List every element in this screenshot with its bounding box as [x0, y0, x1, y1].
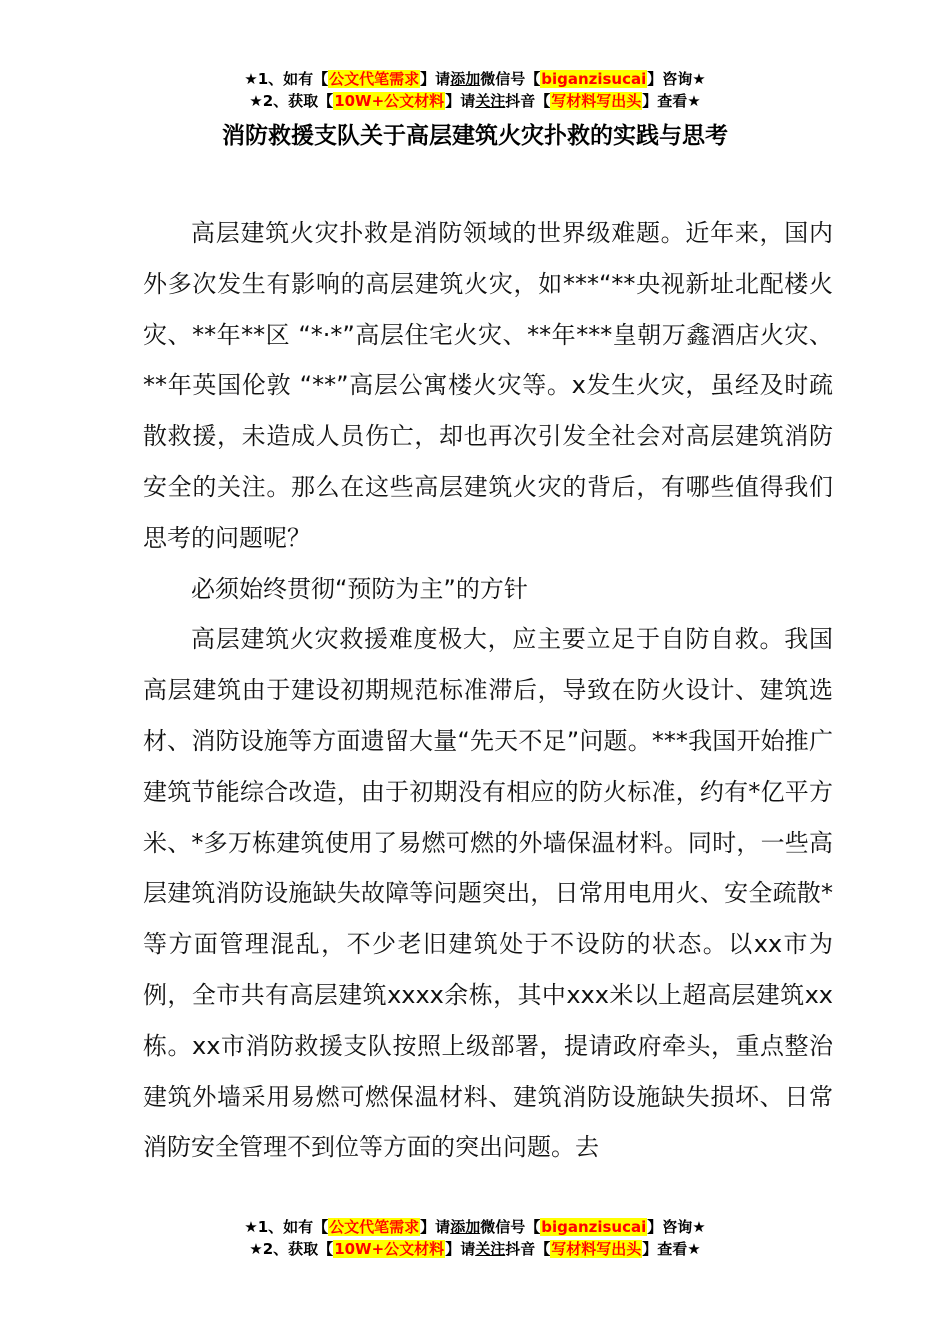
promo-line-1-highlight-wechat: biganzisucai — [541, 1218, 647, 1236]
promo-line-1 — [0, 68, 950, 90]
promo-line-1-mid2: 微信号【 — [480, 1218, 541, 1236]
promo-line-1-mid: 】请 — [420, 70, 451, 88]
promo-line-1-highlight-wechat: biganzisucai — [541, 70, 647, 88]
promo-line-1-suffix: 】咨询★ — [647, 70, 706, 88]
paragraph-prevention: 高层建筑火灾救援难度极大，应主要立足于自防自救。我国高层建筑由于建设初期规范标准滞后，导致在防火设计、建筑选材、消防设施等方面遗留大量“先天不足”问题。***我国开始推广建筑节能综合改造，由于初期没有相应的防火标准，约有*亿平方米、*多万栋建筑使用了易燃可燃的外墙保温材料。同时，一些高层建筑消防设施缺失故障等问题突出，日常用电用火、安全疏散*等方面管理混乱，不少老旧建筑处于不设防的状态。以xx市为例，全市共有高层建筑xxxx余栋，其中xxx米以上超高层建筑xx栋。xx市消防救援支队按照上级部署，提请政府牵头，重点整治建筑外墙采用易燃可燃保温材料、建筑消防设施缺失损坏、日常消防安全管理不到位等方面的突出问题。去 — [143, 625, 833, 1162]
promo-line-2-highlight-materials: 10W+公文材料 — [334, 92, 445, 110]
promo-line-2-mid: 】请 — [445, 1240, 476, 1258]
promo-line-1-underlined: 添加 — [450, 1218, 481, 1236]
promo-line-2-highlight-douyin: 写材料写出头 — [551, 92, 642, 110]
promo-line-2-suffix: 】查看★ — [642, 92, 701, 110]
promo-line-2 — [0, 1238, 950, 1260]
promo-line-2-underlined: 关注 — [475, 1240, 506, 1258]
section-heading: 必须始终贯彻“预防为主”的方针 — [191, 574, 528, 603]
promo-line-1-highlight-service: 公文代笔需求 — [329, 1218, 420, 1236]
promo-line-2-highlight-materials: 10W+公文材料 — [334, 1240, 445, 1258]
document-body — [143, 208, 833, 1173]
promo-line-1 — [0, 1216, 950, 1238]
promo-line-2-underlined: 关注 — [475, 92, 506, 110]
promo-line-1-mid: 】请 — [420, 1218, 451, 1236]
bottom-promo-banner — [0, 1216, 950, 1260]
promo-line-2-highlight-douyin: 写材料写出头 — [551, 1240, 642, 1258]
promo-line-2-prefix: ★2、获取【 — [249, 1240, 334, 1258]
promo-line-1-mid2: 微信号【 — [480, 70, 541, 88]
promo-line-1-underlined: 添加 — [450, 70, 481, 88]
promo-line-2-mid2: 抖音【 — [505, 1240, 551, 1258]
promo-line-2-suffix: 】查看★ — [642, 1240, 701, 1258]
promo-line-1-suffix: 】咨询★ — [647, 1218, 706, 1236]
paragraph-intro: 高层建筑火灾扑救是消防领域的世界级难题。近年来，国内外多次发生有影响的高层建筑火灾，如***“**央视新址北配楼火灾、**年**区 “*·*”高层住宅火灾、**年***皇朝万鑫酒店火灾、**年英国伦敦 “**”高层公寓楼火灾等。x发生火灾，虽经及时疏散救援，未造成人员伤亡，却也再次引发全社会对高层建筑消防安全的关注。那么在这些高层建筑火灾的背后，有哪些值得我们思考的问题呢？ — [143, 219, 833, 552]
promo-line-1-highlight-service: 公文代笔需求 — [329, 70, 420, 88]
promo-line-2-mid2: 抖音【 — [505, 92, 551, 110]
top-promo-banner — [0, 68, 950, 112]
promo-line-1-prefix: ★1、如有【 — [244, 70, 329, 88]
promo-line-2-mid: 】请 — [445, 92, 476, 110]
document-title: 消防救援支队关于高层建筑火灾扑救的实践与思考 — [222, 123, 728, 149]
promo-line-2-prefix: ★2、获取【 — [249, 92, 334, 110]
promo-line-2 — [0, 90, 950, 112]
promo-line-1-prefix: ★1、如有【 — [244, 1218, 329, 1236]
